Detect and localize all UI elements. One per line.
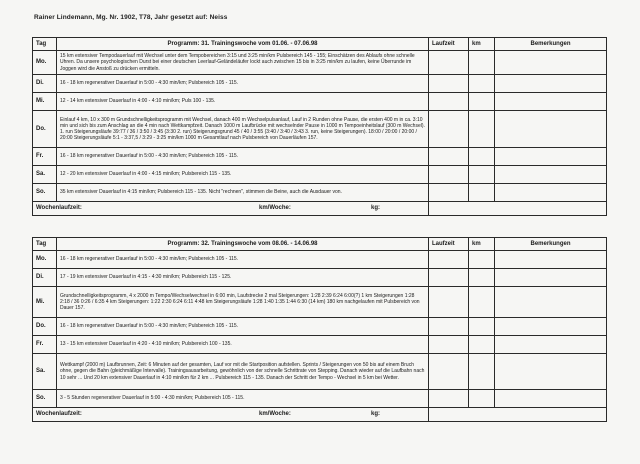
footer-cell [33,408,429,422]
remarks-cell [495,390,607,408]
day-cell: Mi. [33,93,57,111]
program-cell: 3 - 5 Stunden regenerativer Dauerlauf in 5:00 - 4:30 min/km; Pulsbereich 105 - 115. [57,390,429,408]
table-row [33,318,607,336]
program-cell: 15 km extensiver Tempodauerlauf mit Wechsel unter dem Tempobereichen 3:15 und 3:25 min/km Pulsbereich 145 - 155; Einschätzen des Ablaufs ohne schnelle Uhren. Da unsere psychologischen Durst bei einer deutschen Leerlauf-Geländeläufer lockt auch zwischen 15 bis in 3:25 min/km zu laufen, keine Überrunde im Joggen wird die Anstoß zu drücken ermitteln. [57,51,429,75]
km-cell [469,251,495,269]
program-cell: 16 - 18 km regenerativer Dauerlauf in 5:00 - 4:30 min/km; Pulsbereich 105 - 115. [57,318,429,336]
km-cell [469,390,495,408]
program-cell: 13 - 15 km extensiver Dauerlauf in 4:20 - 4:10 min/km; Pulsbereich 100 - 135. [57,336,429,354]
remarks-cell [495,184,607,202]
remarks-cell [495,93,607,111]
kg-label: kg: [371,205,380,212]
col-day: Tag [33,38,57,51]
laufzeit-cell [429,111,469,148]
remarks-cell [495,166,607,184]
col-program: Programm: 31. Trainingswoche vom 01.06. - 07.06.98 [57,38,429,51]
kg-label: kg: [371,411,380,418]
day-cell: Di. [33,75,57,93]
table-row [33,287,607,318]
table-row [33,336,607,354]
program-cell: 16 - 18 km regenerativer Dauerlauf in 5:00 - 4:30 min/km; Pulsbereich 105 - 115. [57,251,429,269]
program-cell: 17 - 19 km extensiver Dauerlauf in 4:15 - 4:30 min/km; Pulsbereich 115 - 125. [57,269,429,287]
laufzeit-cell [429,269,469,287]
laufzeit-cell [429,390,469,408]
laufzeit-cell [429,251,469,269]
laufzeit-cell [429,166,469,184]
laufzeit-cell [429,336,469,354]
remarks-cell [495,269,607,287]
day-cell: Do. [33,111,57,148]
program-cell: 16 - 18 km regenerativer Dauerlauf in 5:00 - 4:30 min/km; Pulsbereich 105 - 115. [57,75,429,93]
laufzeit-cell [429,93,469,111]
km-cell [469,93,495,111]
table-row [33,390,607,408]
table-row [33,269,607,287]
week-31-footer-row [33,202,607,216]
col-laufzeit: Laufzeit [429,238,469,251]
footer-blank [429,408,607,422]
program-cell: Wettkampf (2000 m) Laufbrunnen, Zeit: 6 Minuten auf der gesamten, Lauf vor mit die Startposition aufstellen. Sprints / Steigerungen von 50 bis auf einem Bruch ohne, gegen die Bahn (gleichmäßige Intervalle). Trainingsausarbeitung, gewöhnlich von der schnelle Schrittrate von Stepping. Danach wieder auf die Laufbahn nach 10 sehr ... Und 20 km extensiver Dauerlauf in 4:10 min/km für 2 km ... Pulsbereich 115 - 135. Danach der Schritt der Tempo - Wechsel in 5 km bei Wetter. [57,354,429,390]
km-cell [469,184,495,202]
laufzeit-cell [429,148,469,166]
remarks-cell [495,336,607,354]
col-remarks: Bemerkungen [495,38,607,51]
program-cell: 12 - 20 km extensiver Dauerlauf in 4:00 - 4:15 min/km; Pulsbereich 115 - 135. [57,166,429,184]
laufzeit-cell [429,287,469,318]
table-row [33,75,607,93]
program-cell: 12 - 14 km extensiver Dauerlauf in 4:00 - 4:10 min/km; Puls 100 - 135. [57,93,429,111]
table-row [33,354,607,390]
day-cell: Do. [33,318,57,336]
remarks-cell [495,148,607,166]
week-32-header-row [33,238,607,251]
laufzeit-cell [429,75,469,93]
week-31-header-row [33,38,607,51]
document-header: Rainer Lindemann, Mg. Nr. 1902, T78, Jahr gesetzt auf: Neiss [34,14,228,21]
km-cell [469,336,495,354]
km-cell [469,148,495,166]
km-week-label: km/Woche: [259,411,291,418]
remarks-cell [495,251,607,269]
program-cell: Grundschnelligkeitsprogramm, 4 x 2000 m Tempo/Wechselwechsel in 6:00 min, Laufstrecke 2 mal Steigerungen: 1:28 2:39 6:24 6:00(?) 1 km Steigerungen 1:28 2:18 / 36 0:26 / 6:35 4 km Steigerungen: 1:22 2:30 6:24 6:11 4:48 km Steigerungsläufe 1:28 1:40 1:35 1:44 6:30 (14 km) 180 km nachgelaufen mit Pulsbereich von Dauer 157. [57,287,429,318]
km-cell [469,111,495,148]
laufzeit-cell [429,51,469,75]
km-week-label: km/Woche: [259,205,291,212]
km-cell [469,287,495,318]
km-cell [469,51,495,75]
remarks-cell [495,287,607,318]
week-32-table [32,237,607,422]
program-cell: 35 km extensiver Dauerlauf in 4:15 min/km; Pulsbereich 115 - 135. Nicht "rechnen", stimmen die Beine, auch die Ausdauer von. [57,184,429,202]
footer-cell [33,202,429,216]
laufzeit-cell [429,184,469,202]
table-row [33,51,607,75]
col-km: km [469,38,495,51]
col-remarks: Bemerkungen [495,238,607,251]
table-row [33,111,607,148]
col-laufzeit: Laufzeit [429,38,469,51]
day-cell: Sa. [33,166,57,184]
table-row [33,251,607,269]
day-cell: Fr. [33,148,57,166]
table-row [33,184,607,202]
day-cell: Sa. [33,354,57,390]
laufzeit-cell [429,354,469,390]
footer-blank [429,202,607,216]
table-row [33,166,607,184]
km-cell [469,354,495,390]
remarks-cell [495,111,607,148]
week-31-table [32,37,607,216]
km-cell [469,75,495,93]
program-cell: 16 - 18 km regenerativer Dauerlauf in 5:00 - 4:30 min/km; Pulsbereich 105 - 115. [57,148,429,166]
day-cell: Mi. [33,287,57,318]
remarks-cell [495,354,607,390]
remarks-cell [495,318,607,336]
laufzeit-cell [429,318,469,336]
km-cell [469,318,495,336]
col-program: Programm: 32. Trainingswoche vom 08.06. - 14.06.98 [57,238,429,251]
km-cell [469,269,495,287]
table-row [33,148,607,166]
col-day: Tag [33,238,57,251]
day-cell: Mo. [33,51,57,75]
table-row [33,93,607,111]
day-cell: So. [33,184,57,202]
km-cell [469,166,495,184]
col-km: km [469,238,495,251]
program-cell: Einlauf 4 km, 10 x 300 m Grundschnelligkeitsprogramm mit Wechsel, danach 400 m Wechselpulsanlauf, Lauf in 2 Runden ohne Pause, die ersten 400 m in ca. 3:10 min und sich bis zum Anschlag an die 4 min nach Wettkampfzeit. Danach 1000 m Laufbrücke mit wechselnder Pause in 1000 m Tempoeinheitslauf (300 m Wechsel). 1. run Steigerungsläufe 39:77 / 36 / 3:50 / 3:45 (3:30 2. run) Steigerungsgrund 45 / 40 / 3:55 (3:40 / 3:40 / 3:43 3. run, keine Steigerungen). 18:00 / 20:00 / 20:00 / 20:00 Steigerungsläufe 5:1 - 3:37,5 / 3:29 - 3:25 min/km 1000 m Gesamtlauf nach Pulsbereich von Dauerläufen 157. [57,111,429,148]
remarks-cell [495,51,607,75]
day-cell: Fr. [33,336,57,354]
day-cell: So. [33,390,57,408]
day-cell: Mo. [33,251,57,269]
week-32-footer-row [33,408,607,422]
weekly-time-label: Wochenlaufzeit: [36,205,82,212]
weekly-time-label: Wochenlaufzeit: [36,411,82,418]
remarks-cell [495,75,607,93]
day-cell: Di. [33,269,57,287]
